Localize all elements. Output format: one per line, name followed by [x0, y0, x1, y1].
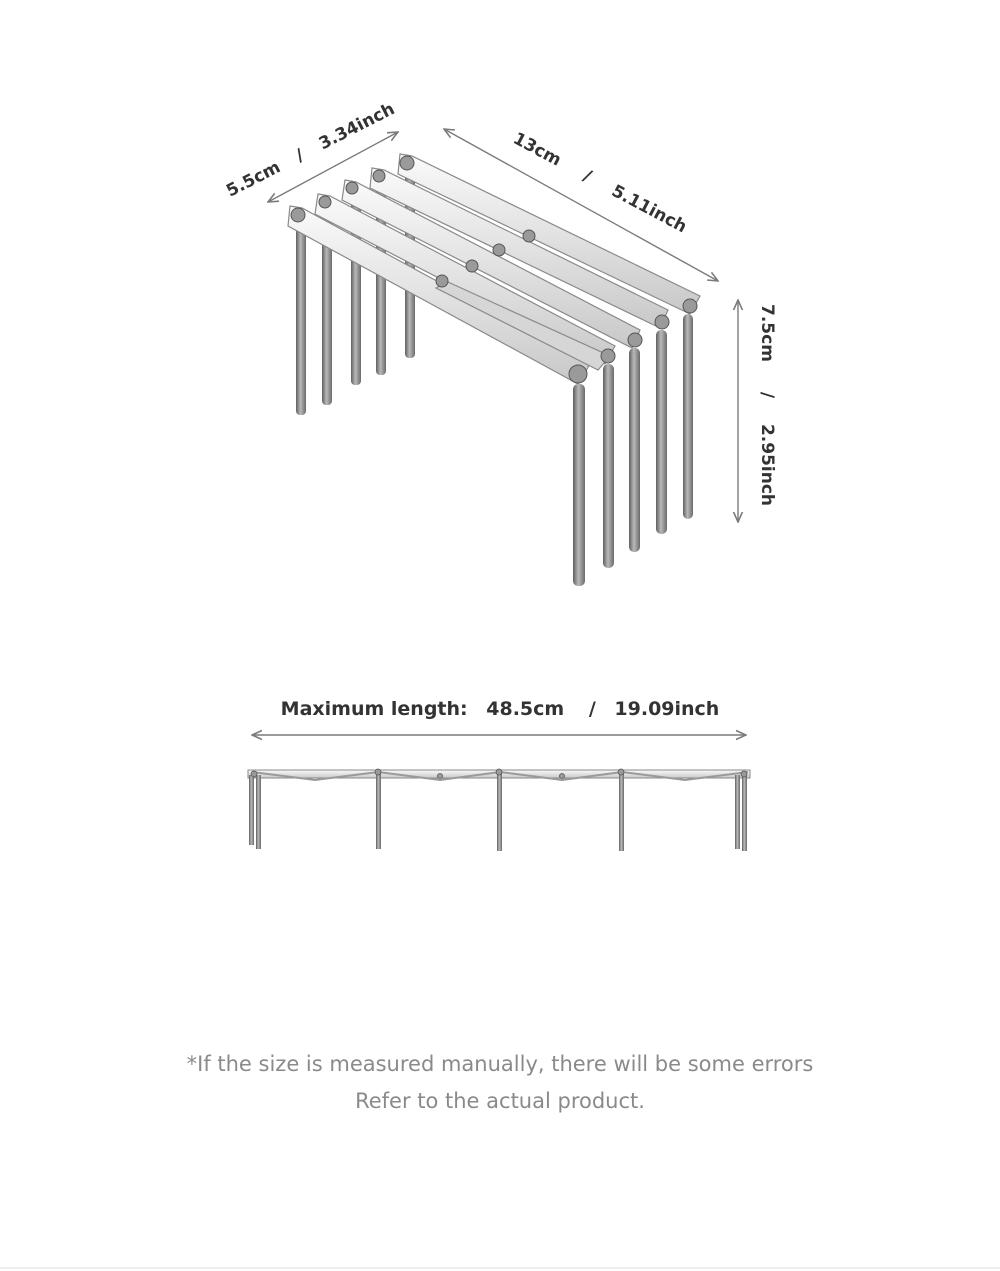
maximum-length-dimension	[252, 698, 746, 735]
height-separator: /	[757, 391, 777, 399]
maximum-length-imperial: 19.09inch	[614, 698, 720, 720]
measurement-note: *If the size is measured manually, there will be some errors	[186, 1052, 814, 1076]
length-separator: /	[579, 166, 595, 187]
svg-text:Maximum length: 48.5cm	[281, 698, 720, 720]
depth-imperial: 3.34inch	[315, 99, 399, 155]
folded-rack-illustration	[288, 154, 700, 586]
depth-separator: /	[292, 145, 308, 167]
refer-product-note: Refer to the actual product.	[355, 1089, 645, 1113]
length-imperial: 5.11inch	[608, 181, 690, 238]
maximum-length-separator: /	[588, 698, 596, 720]
extended-rack-illustration	[248, 769, 750, 851]
height-imperial: 2.95inch	[757, 423, 777, 507]
height-metric: 7.5cm	[757, 304, 777, 362]
maximum-length-label: Maximum length:	[280, 698, 468, 720]
maximum-length-metric: 48.5cm	[486, 698, 565, 720]
height-dimension	[738, 300, 777, 522]
depth-metric: 5.5cm	[223, 157, 284, 202]
extended-rack-legs	[249, 773, 747, 851]
svg-text:7.5cm / 2.95inch	[757, 304, 777, 506]
length-metric: 13cm	[509, 128, 565, 171]
